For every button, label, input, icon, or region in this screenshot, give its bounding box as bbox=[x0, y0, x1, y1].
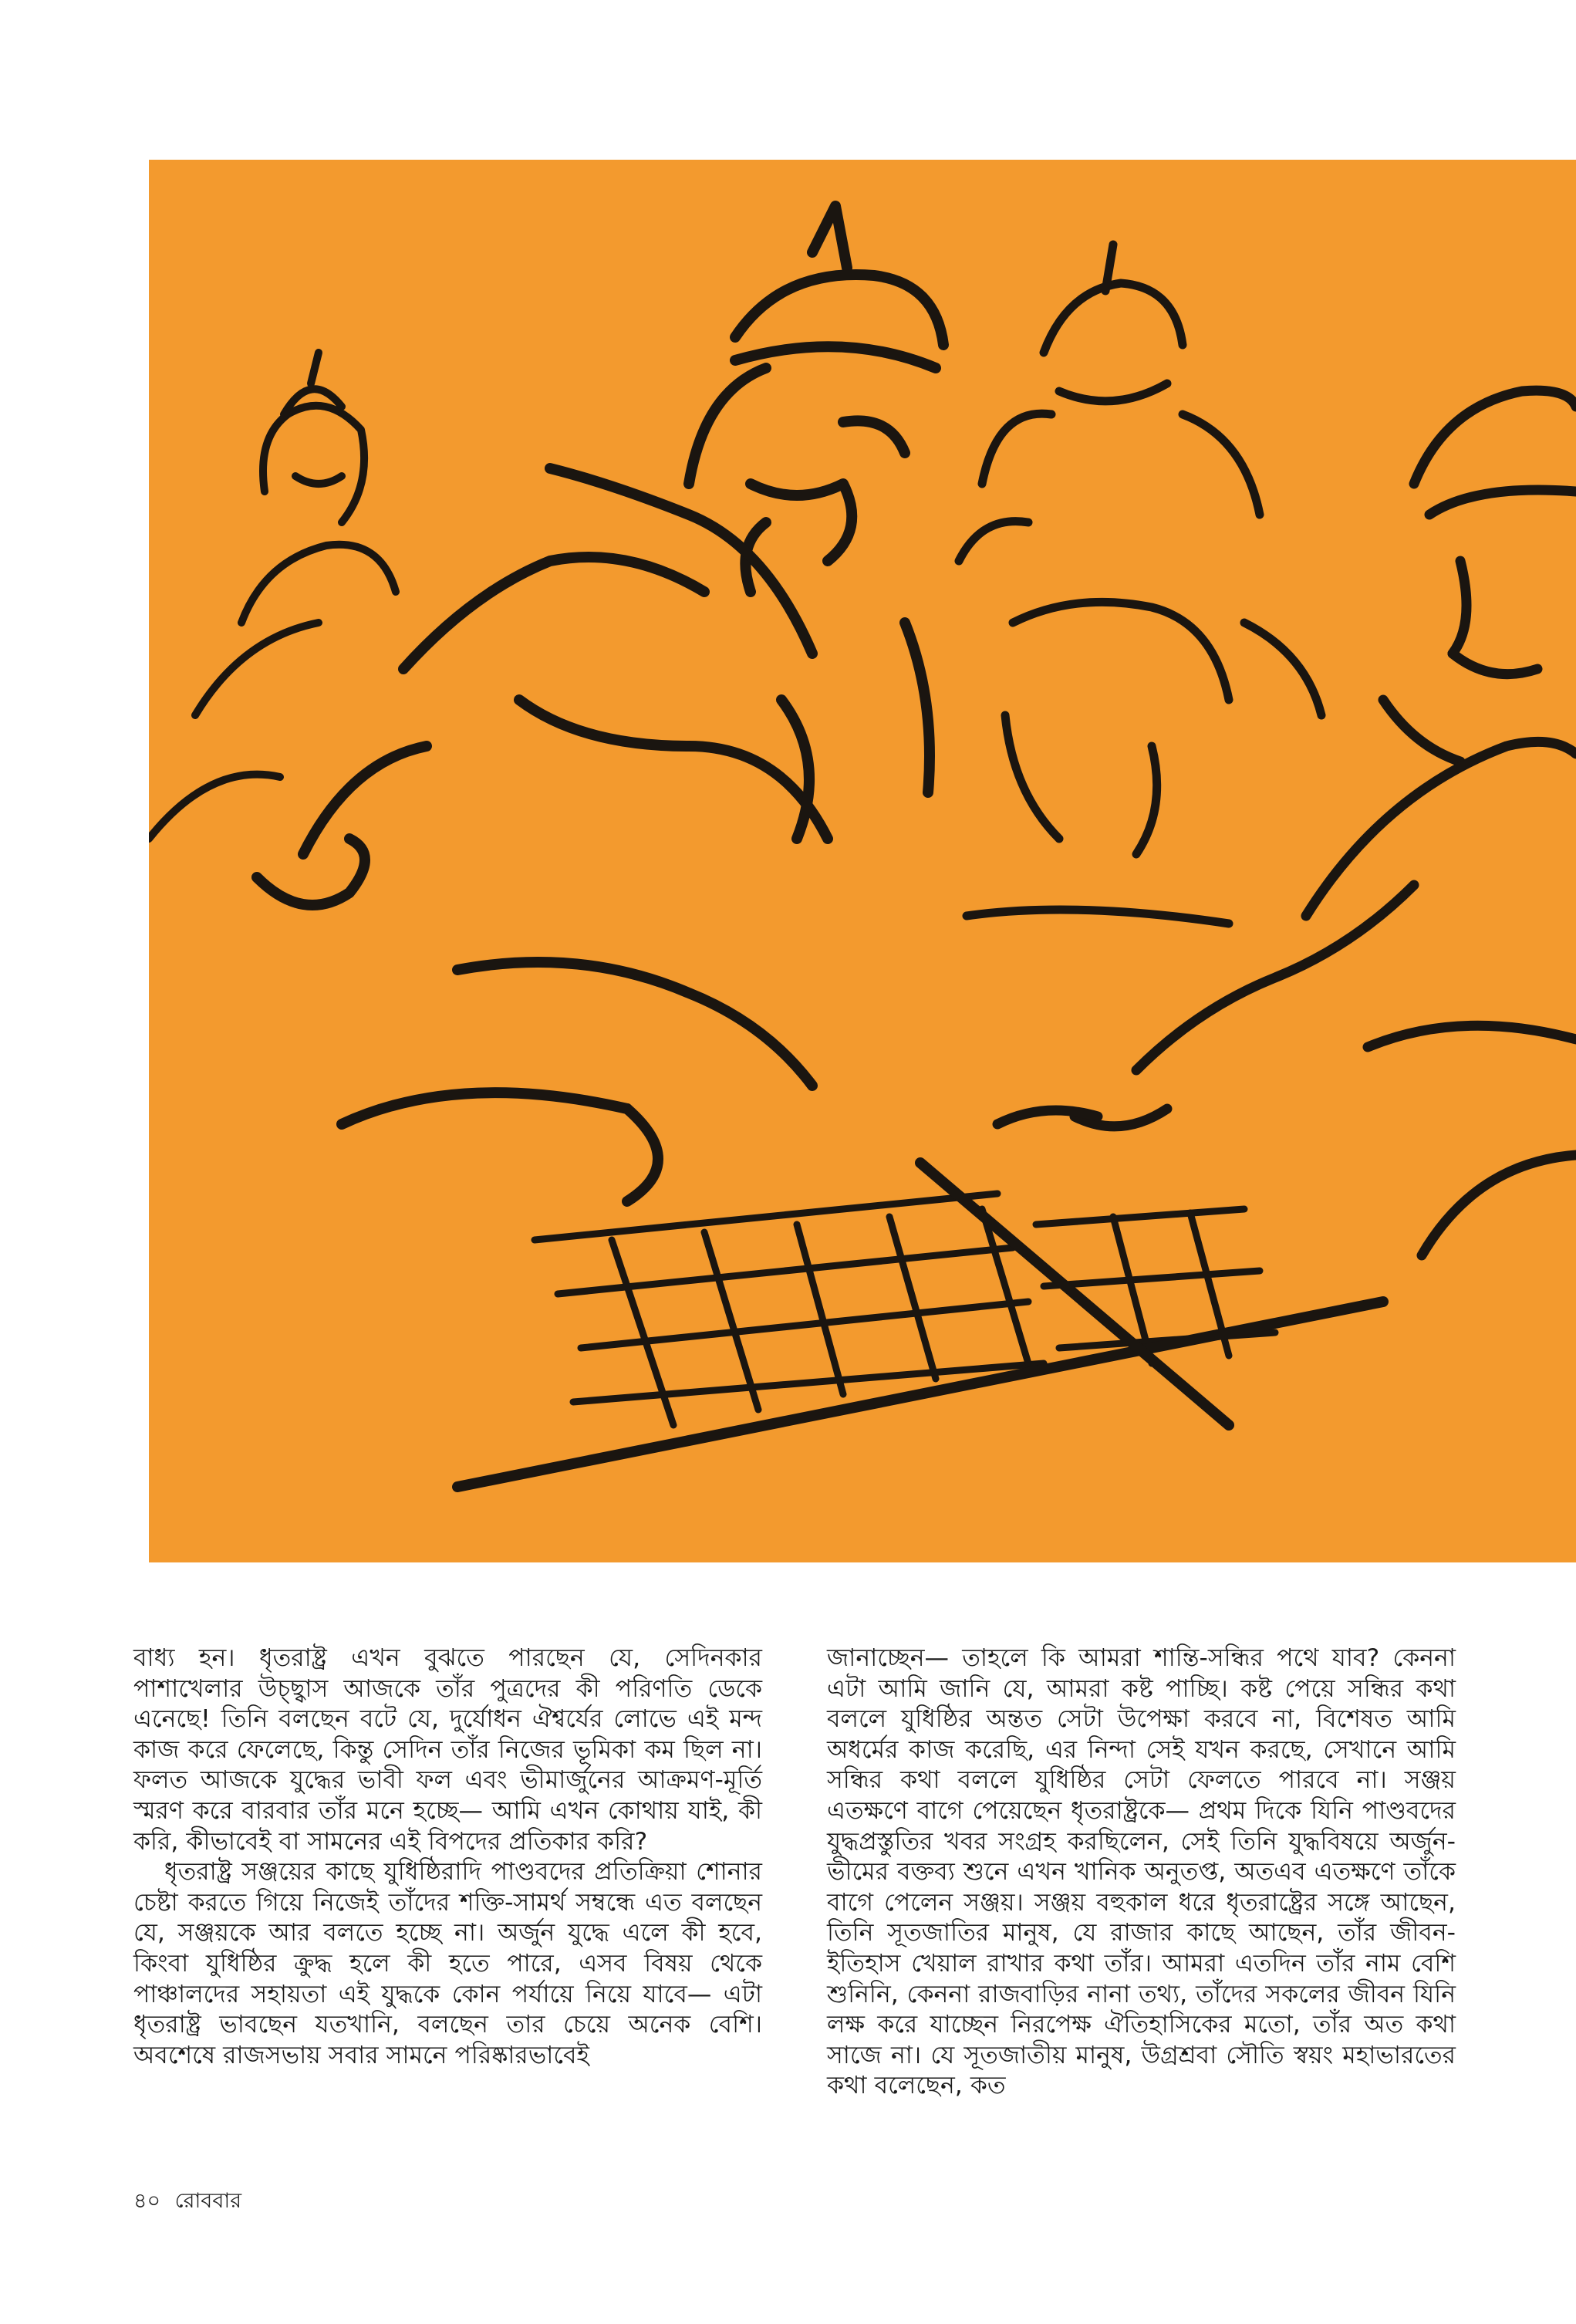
illustration-panel bbox=[149, 160, 1576, 1562]
page-footer bbox=[133, 2188, 249, 2214]
text-column-right bbox=[827, 1643, 1456, 2102]
paragraph: বাধ্য হন। ধৃতরাষ্ট্র এখন বুঝতে পারছেন যে, সেদিনকার পাশাখেলার উচ্ছ্বাস আজকে তাঁর পুত্রদের কী পরিণতি ডেকে এনেছে! তিনি বলছেন বটে যে, দুর্যোধন ঐশ্বর্যের লোভে এই মন্দ কাজ করে ফেলেছে, কিন্তু সেদিন তাঁর নিজের ভূমিকা কম ছিল না। ফলত আজকে যুদ্ধের ভাবী ফল এবং ভীমার্জুনের আক্রমণ-মূর্তি স্মরণ করে বারবার তাঁর মনে হচ্ছে— আমি এখন কোথায় যাই, কী করি, কীভাবেই বা সামনের এই বিপদের প্রতিকার করি? bbox=[133, 1644, 762, 1856]
dice-board bbox=[457, 1163, 1383, 1487]
left-seated-figure bbox=[149, 353, 396, 839]
magazine-name: রোববার bbox=[174, 2189, 242, 2213]
central-figure bbox=[257, 206, 943, 1201]
paragraph: ধৃতরাষ্ট্র সঞ্জয়ের কাছে যুধিষ্ঠিরাদি পাণ্ডবদের প্রতিক্রিয়া শোনার চেষ্টা করতে গিয়ে নিজেই তাঁদের শক্তি-সামর্থ সম্বন্ধে এত বলছেন যে, সঞ্জয়কে আর বলতে হচ্ছে না। অর্জুন যুদ্ধে এলে কী হবে, কিংবা যুধিষ্ঠির ক্রুদ্ধ হলে কী হতে পারে, এসব বিষয় থেকে পাঞ্চালদের সহায়তা এই যুদ্ধকে কোন পর্যায়ে নিয়ে যাবে— এটা ধৃতরাষ্ট্র ভাবছেন যতখানি, বলছেন তার চেয়ে অনেক বেশি। অবশেষে রাজসভায় সবার সামনে পরিষ্কারভাবেই bbox=[133, 1858, 762, 2069]
right-player-figure bbox=[997, 390, 1576, 1255]
paragraph: জানাচ্ছেন— তাহলে কি আমরা শান্তি-সন্ধির পথে যাব? কেননা এটা আমি জানি যে, আমরা কষ্ট পাচ্ছি। কষ্ট পেয়ে সন্ধির কথা বললে যুধিষ্ঠির অন্তত সেটা উপেক্ষা করবে না, বিশেষত আমি অধর্মের কাজ করেছি, এর নিন্দা সেই যখন করছে, সেখানে আমি সন্ধির কথা বললে যুধিষ্ঠির সেটা ফেলতে পারবে না। সঞ্জয় এতক্ষণে বাগে পেয়েছেন ধৃতরাষ্ট্রকে— প্রথম দিকে যিনি পাণ্ডবদের যুদ্ধপ্রস্তুতির খবর সংগ্রহ করছিলেন, সেই তিনি যুদ্ধবিষয়ে অর্জুন-ভীমের বক্তব্য শুনে এখন খানিক অনুতপ্ত, অতএব এতক্ষণে তাঁকে বাগে পেলেন সঞ্জয়। সঞ্জয় বহুকাল ধরে ধৃতরাষ্ট্রের সঙ্গে আছেন, তিনি সূতজাতির মানুষ, যে রাজার কাছে আছেন, তাঁর জীবন-ইতিহাস খেয়াল রাখার কথা তাঁর। আমরা এতদিন তাঁর নাম বেশি শুনিনি, কেননা রাজবাড়ির নানা তথ্য, তাঁদের সকলের জীবন যিনি লক্ষ করে যাচ্ছেন নিরপেক্ষ ঐতিহাসিকের মতো, তাঁর অত কথা সাজে না। যে সূতজাতীয় মানুষ, উগ্রশ্রবা সৌতি স্বয়ং মহাভারতের কথা বলেছেন, কত bbox=[827, 1644, 1456, 2100]
text-column-left bbox=[133, 1643, 762, 2071]
dice-game-illustration bbox=[149, 160, 1576, 1562]
page-number: ৪০ bbox=[133, 2189, 161, 2213]
right-seated-figure bbox=[959, 245, 1321, 924]
